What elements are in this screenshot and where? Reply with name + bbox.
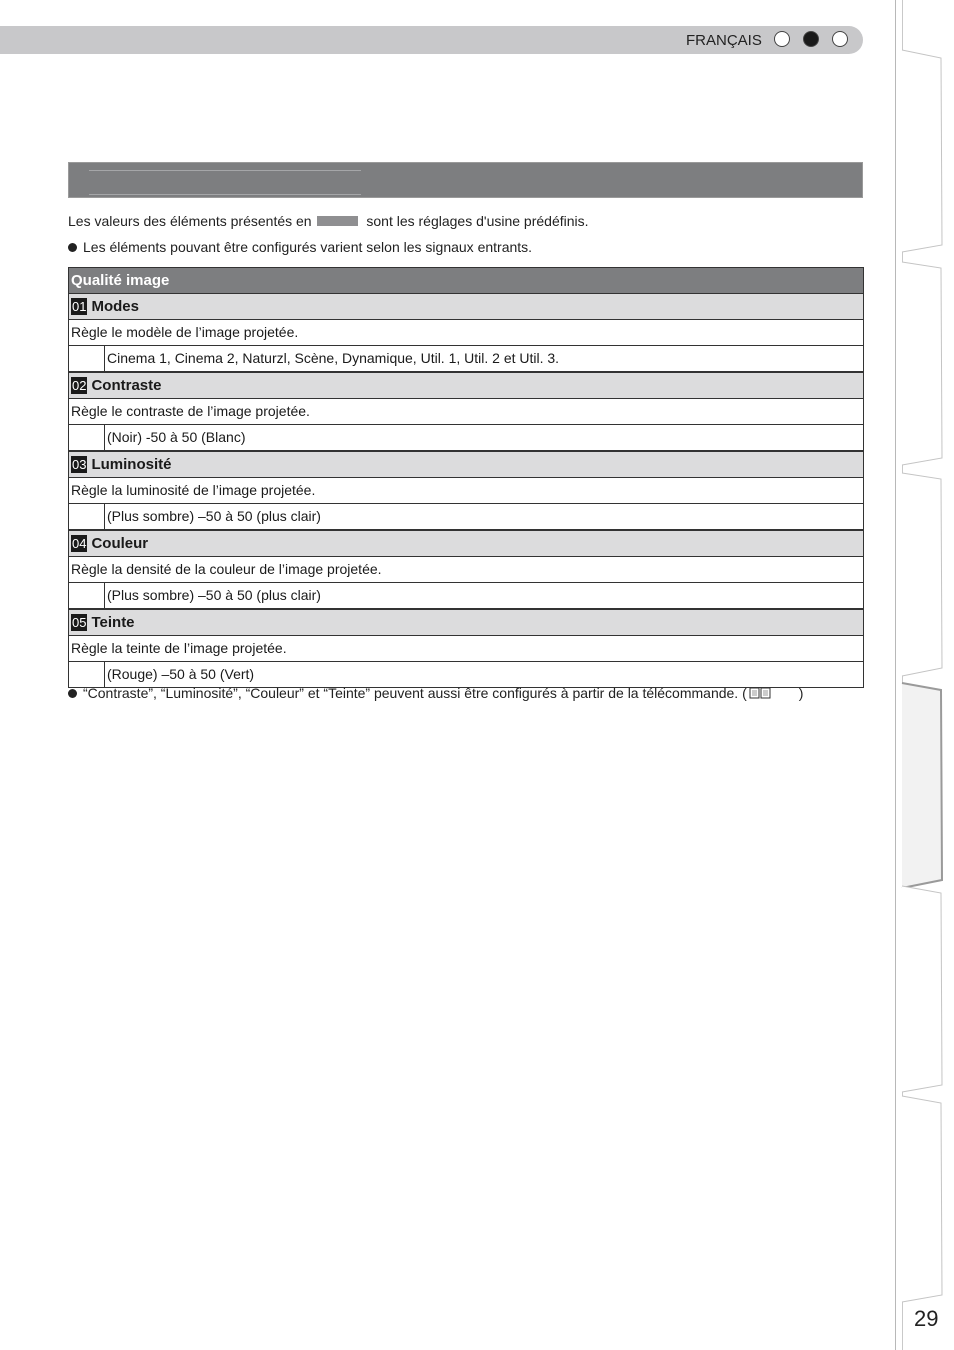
defaults-note-after: sont les réglages d'usine prédéfinis.	[366, 213, 589, 229]
defaults-note-before: Les valeurs des éléments présentés en	[68, 213, 312, 229]
item-description: Règle la densité de la couleur de l’image projetée.	[69, 557, 863, 583]
item-value: Cinema 1, Cinema 2, Naturzl, Scène, Dynamique, Util. 1, Util. 2 et Util. 3.	[107, 350, 560, 366]
chapter-tab-outlines	[896, 0, 954, 1350]
item-name: Couleur	[91, 535, 149, 552]
item-header-contraste	[69, 373, 863, 399]
item-value: (Plus sombre) –50 à 50 (plus clair)	[107, 587, 321, 603]
default-marker-cell	[69, 504, 105, 529]
item-value: (Noir) -50 à 50 (Blanc)	[107, 429, 246, 445]
section-header-bar	[68, 162, 863, 198]
chapter-tabs	[895, 0, 954, 1350]
defaults-note	[68, 213, 589, 229]
default-marker-cell	[69, 662, 105, 687]
item-description: Règle la luminosité de l’image projetée.	[69, 478, 863, 504]
bullet-icon	[68, 243, 77, 252]
language-indicator-2-active	[803, 31, 819, 47]
default-value-swatch	[317, 216, 358, 226]
item-value-row	[69, 425, 863, 452]
item-header-couleur	[69, 531, 863, 557]
default-marker-cell	[69, 346, 105, 371]
table-title: Qualité image	[69, 268, 863, 294]
item-number: 01	[72, 299, 87, 314]
item-header-teinte	[69, 610, 863, 636]
item-value-row	[69, 346, 863, 373]
remote-note-close: )	[798, 685, 804, 701]
item-header-modes	[69, 294, 863, 320]
signal-note	[68, 239, 532, 255]
remote-note-text: “Contraste”, “Luminosité”, “Couleur” et “Teinte” peuvent aussi être configurés à partir de la télécommande. (	[83, 685, 747, 701]
item-number: 02	[72, 378, 87, 393]
language-indicator-1	[774, 31, 790, 47]
item-name: Modes	[91, 298, 139, 315]
item-header-luminosite	[69, 452, 863, 478]
item-number: 03	[72, 457, 87, 472]
item-description: Règle la teinte de l’image projetée.	[69, 636, 863, 662]
item-description: Règle le modèle de l’image projetée.	[69, 320, 863, 346]
language-label: FRANÇAIS	[686, 32, 762, 49]
book-reference-icon	[749, 687, 771, 699]
item-number: 05	[72, 615, 87, 630]
default-marker-cell	[69, 583, 105, 608]
item-value-row	[69, 504, 863, 531]
item-number: 04	[72, 536, 87, 551]
item-value-row	[69, 662, 863, 687]
remote-control-note	[68, 685, 803, 701]
signal-note-text: Les éléments pouvant être configurés varient selon les signaux entrants.	[83, 239, 533, 255]
page-number: 29	[914, 1306, 939, 1331]
item-value: (Rouge) –50 à 50 (Vert)	[107, 666, 255, 682]
item-name: Teinte	[91, 614, 135, 631]
item-name: Contraste	[91, 377, 162, 394]
item-value: (Plus sombre) –50 à 50 (plus clair)	[107, 508, 321, 524]
item-description: Règle le contraste de l’image projetée.	[69, 399, 863, 425]
item-name: Luminosité	[91, 456, 172, 473]
default-marker-cell	[69, 425, 105, 450]
language-indicator-3	[832, 31, 848, 47]
settings-table	[68, 267, 864, 688]
item-value-row	[69, 583, 863, 610]
bullet-icon	[68, 689, 77, 698]
